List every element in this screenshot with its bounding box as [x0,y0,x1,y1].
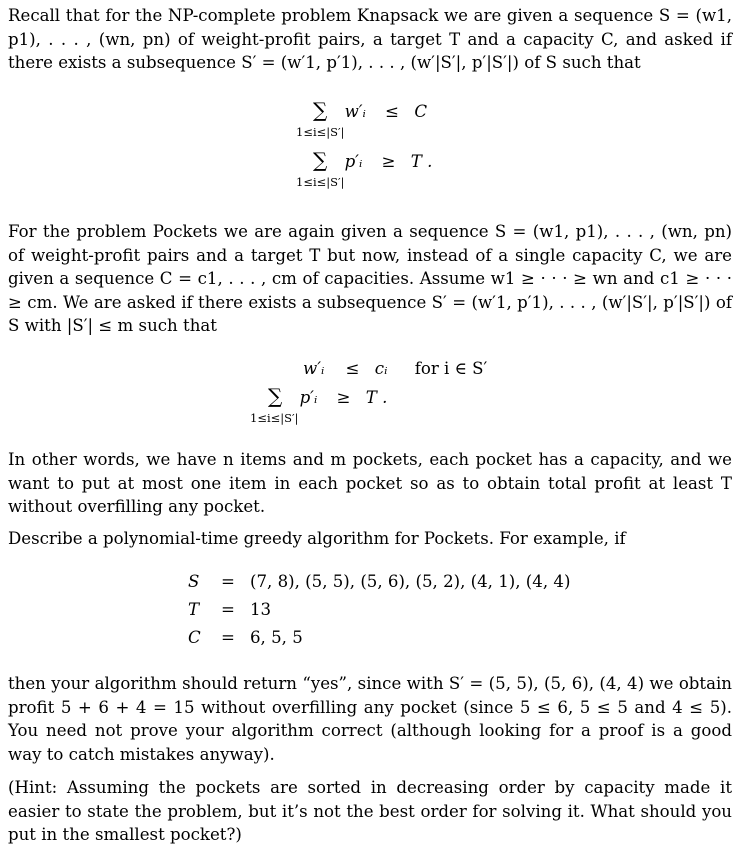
knapsack-weight-constraint [313,100,427,122]
example-equals: = [221,600,235,619]
pocket-capacity-rhs: cᵢ [374,359,388,378]
pockets-capacity-constraint [303,359,487,379]
relation-leq: ≤ [385,102,400,121]
expected-output-paragraph [8,672,732,766]
capacity-rhs: C [414,102,428,121]
profit-term: p′ᵢ [299,388,318,407]
relation-leq: ≤ [345,359,360,378]
hint-text: (Hint: Assuming the pockets are sorted in decreasing order by capacity made it easier to state the problem, but it’s not the best order for solving it. What should you put in the smallest pocket?) [8,778,732,844]
pockets-profit-constraint [268,386,387,408]
example-rhs: 6, 5, 5 [250,628,303,647]
expected-output-text: then your algorithm should return “yes”, since with S′ = (5, 5), (5, 6), (4, 4) we obtain profit 5 + 6 + 4 = 15 without overfilling any pocket (since 5 ≤ 6, 5 ≤ 5 and 4 ≤ 5). You need not prove your algorithm correct (although looking for a proof is a good way to catch mistakes anyway). [8,674,732,764]
example-rhs: 13 [250,600,272,619]
intuition-paragraph [8,448,732,519]
example-rhs: (7, 8), (5, 5), (5, 6), (5, 2), (4, 1), (4, 4) [250,572,571,591]
pockets-profit-sum-index: 1≤i≤|S′| [250,411,299,425]
task-text: Describe a polynomial-time greedy algorithm for Pockets. For example, if [8,529,626,548]
relation-geq: ≥ [336,388,351,407]
pockets-definition-text: For the problem Pockets we are again given a sequence S = (w1, p1), . . . , (wn, pn) of weight-profit pairs and a target T but now, instead of a single capacity C, we are given a sequence C = c1, . . . , cm of capacities. Assume w1 ≥ · · · ≥ wn and c1 ≥ · · · ≥ cm. We are asked if there exists a subsequence S′ = (w′1, p′1), . . . , (w′|S′|, p′|S′|) of S with |S′| ≤ m such that [8,222,732,335]
profit-term: p′ᵢ [344,152,363,171]
task-paragraph [8,527,732,551]
target-rhs: T . [410,152,433,171]
knapsack-definition-text: Recall that for the NP-complete problem Knapsack we are given a sequence S = (w1, p1), . . . , (wn, pn) of weight-profit pairs, a target T and a capacity C, and asked if there exists a subsequence S′ = (w′1, p′1), . . . , (w′|S′|, p′|S′|) of S such that [8,6,732,72]
example-lhs: S [188,572,200,591]
weight-term: w′ᵢ [303,359,325,378]
sum-symbol: ∑ [268,384,283,408]
example-equals: = [221,628,235,647]
sum-symbol: ∑ [313,148,328,172]
intuition-text: In other words, we have n items and m pockets, each pocket has a capacity, and we want to put at most one item in each pocket so as to obtain total profit at least T without overfilling any pocket. [8,450,732,516]
sum-symbol: ∑ [313,98,328,122]
target-rhs: T . [365,388,388,407]
knapsack-profit-constraint [313,150,432,172]
condition-text: for i ∈ S′ [414,359,488,378]
weight-term: w′ᵢ [344,102,366,121]
knapsack-weight-sum-index: 1≤i≤|S′| [296,125,345,139]
knapsack-definition-paragraph [8,4,732,75]
example-lhs: C [188,628,201,647]
knapsack-profit-sum-index: 1≤i≤|S′| [296,175,345,189]
example-equals: = [221,572,235,591]
example-lhs: T [188,600,200,619]
relation-geq: ≥ [381,152,396,171]
hint-paragraph [8,776,732,847]
pockets-definition-paragraph [8,220,732,338]
